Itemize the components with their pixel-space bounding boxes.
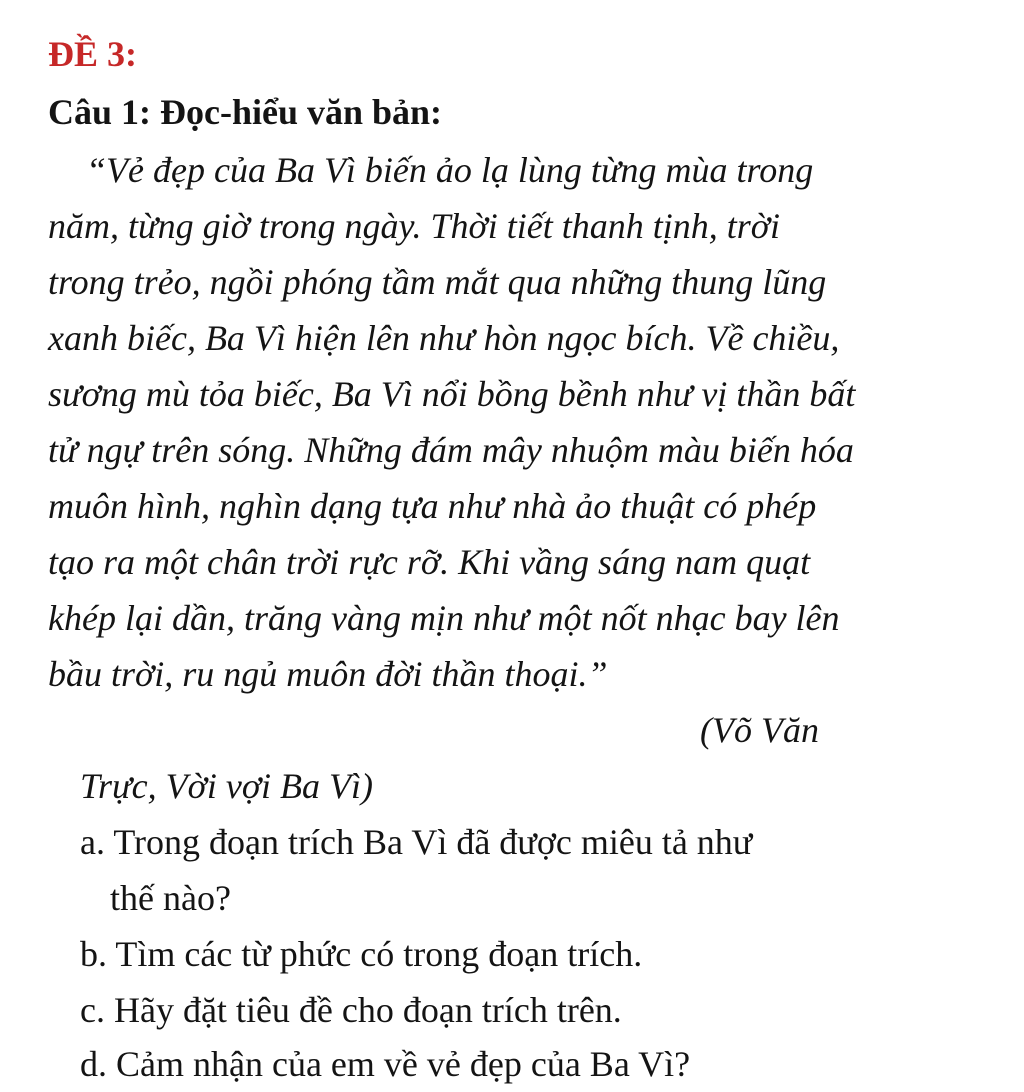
question-d: d. Cảm nhận của em về vẻ đẹp của Ba Vì? — [80, 1044, 691, 1084]
source-citation-line-1: (Võ Văn — [700, 710, 819, 750]
passage-line: sương mù tỏa biếc, Ba Vì nổi bồng bềnh như vị thần bất — [48, 374, 856, 414]
passage-line: tử ngự trên sóng. Những đám mây nhuộm màu biến hóa — [48, 430, 854, 470]
passage-line: “Vẻ đẹp của Ba Vì biến ảo lạ lùng từng mùa trong — [86, 150, 814, 190]
question-a-line-2: thế nào? — [110, 878, 231, 918]
passage-line: khép lại dần, trăng vàng mịn như một nốt nhạc bay lên — [48, 598, 840, 638]
exam-title: ĐỀ 3: — [48, 34, 137, 74]
passage-line: muôn hình, nghìn dạng tựa như nhà ảo thuật có phép — [48, 486, 817, 526]
passage-line: bầu trời, ru ngủ muôn đời thần thoại.” — [48, 654, 608, 694]
question-c: c. Hãy đặt tiêu đề cho đoạn trích trên. — [80, 990, 622, 1030]
question-b: b. Tìm các từ phức có trong đoạn trích. — [80, 934, 643, 974]
passage-line: tạo ra một chân trời rực rỡ. Khi vầng sáng nam quạt — [48, 542, 811, 582]
question-a-line-1: a. Trong đoạn trích Ba Vì đã được miêu tả như — [80, 822, 753, 862]
passage-line: trong trẻo, ngồi phóng tầm mắt qua những thung lũng — [48, 262, 827, 302]
source-citation-line-2: Trực, Vời vợi Ba Vì) — [80, 766, 374, 806]
passage-line: năm, từng giờ trong ngày. Thời tiết thanh tịnh, trời — [48, 206, 780, 246]
question-heading: Câu 1: Đọc-hiểu văn bản: — [48, 92, 443, 132]
passage-line: xanh biếc, Ba Vì hiện lên như hòn ngọc bích. Về chiều, — [48, 318, 840, 358]
